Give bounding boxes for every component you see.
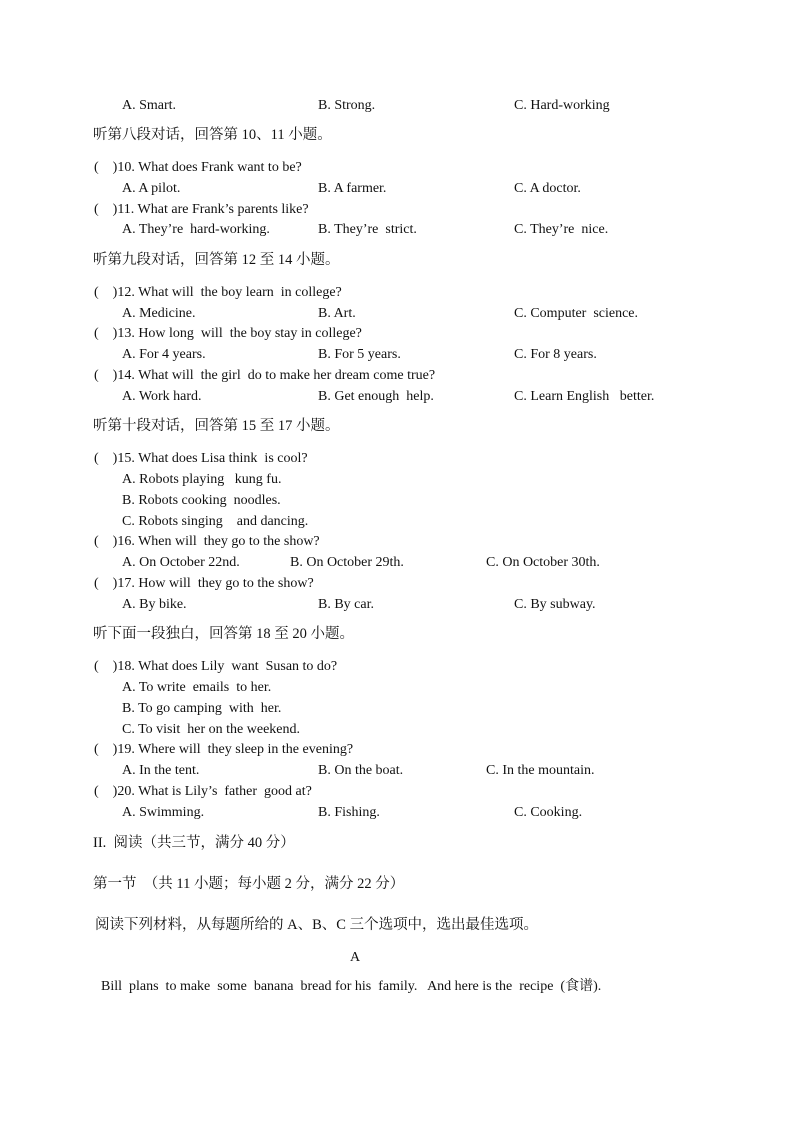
- question-stem: ( )19. Where will they sleep in the evening?: [94, 742, 354, 757]
- option-b: B. On October 29th.: [290, 555, 404, 570]
- option-b: B. Fishing.: [318, 805, 380, 820]
- option-b: B. To go camping with her.: [122, 701, 282, 716]
- section-heading: 听第十段对话，回答第 15 至 17 小题。: [93, 418, 340, 434]
- question-stem: ( )13. How long will the boy stay in college?: [94, 326, 362, 341]
- option-b: B. Art.: [318, 306, 356, 321]
- option-a: A. Smart.: [122, 98, 177, 113]
- option-c: C. By subway.: [514, 597, 596, 612]
- option-c: C. To visit her on the weekend.: [122, 722, 301, 737]
- option-c: C. Learn English better.: [514, 389, 655, 404]
- option-a: A. Medicine.: [122, 306, 196, 321]
- passage-intro: Bill plans to make some banana bread for his family. And here is the recipe (食谱).: [101, 979, 602, 994]
- question-stem: ( )11. What are Frank’s parents like?: [94, 202, 309, 217]
- option-b: B. On the boat.: [318, 763, 404, 778]
- instruction-text: 阅读下列材料，从每题所给的 A、B、C 三个选项中，选出最佳选项。: [95, 917, 539, 933]
- option-c: C. Computer science.: [514, 306, 639, 321]
- option-b: B. A farmer.: [318, 181, 387, 196]
- section-heading: 听下面一段独白，回答第 18 至 20 小题。: [93, 626, 354, 642]
- option-a: A. On October 22nd.: [122, 555, 240, 570]
- option-b: B. Strong.: [318, 98, 376, 113]
- question-stem: ( )16. When will they go to the show?: [94, 534, 320, 549]
- option-b: B. By car.: [318, 597, 374, 612]
- question-stem: ( )17. How will they go to the show?: [94, 576, 314, 591]
- section-heading: 听第九段对话，回答第 12 至 14 小题。: [93, 252, 340, 268]
- option-b: B. For 5 years.: [318, 347, 401, 362]
- option-a: A. A pilot.: [122, 181, 181, 196]
- section-heading: 第一节 （共 11 小题；每小题 2 分，满分 22 分）: [93, 876, 405, 892]
- option-a: A. To write emails to her.: [122, 680, 272, 695]
- question-stem: ( )15. What does Lisa think is cool?: [94, 451, 308, 466]
- option-c: C. A doctor.: [514, 181, 581, 196]
- option-a: A. Swimming.: [122, 805, 205, 820]
- option-c: C. They’re nice.: [514, 222, 609, 237]
- section-heading: 听第八段对话，回答第 10、11 小题。: [93, 127, 332, 143]
- option-a: A. They’re hard-working.: [122, 222, 270, 237]
- passage-label: A: [350, 950, 361, 965]
- option-c: C. Hard-working: [514, 98, 610, 113]
- option-a: A. For 4 years.: [122, 347, 206, 362]
- option-a: A. Robots playing kung fu.: [122, 472, 282, 487]
- option-c: C. Cooking.: [514, 805, 583, 820]
- part-heading: II. 阅读（共三节，满分 40 分）: [93, 835, 295, 851]
- question-stem: ( )14. What will the girl do to make her dream come true?: [94, 368, 436, 383]
- option-c: C. For 8 years.: [514, 347, 597, 362]
- option-a: A. In the tent.: [122, 763, 200, 778]
- option-b: B. Get enough help.: [318, 389, 434, 404]
- option-b: B. They’re strict.: [318, 222, 417, 237]
- question-stem: ( )20. What is Lily’s father good at?: [94, 784, 312, 799]
- option-c: C. Robots singing and dancing.: [122, 514, 309, 529]
- option-c: C. In the mountain.: [486, 763, 595, 778]
- option-c: C. On October 30th.: [486, 555, 600, 570]
- question-stem: ( )10. What does Frank want to be?: [94, 160, 302, 175]
- option-a: A. Work hard.: [122, 389, 202, 404]
- option-a: A. By bike.: [122, 597, 187, 612]
- question-stem: ( )18. What does Lily want Susan to do?: [94, 659, 338, 674]
- option-b: B. Robots cooking noodles.: [122, 493, 281, 508]
- question-stem: ( )12. What will the boy learn in college?: [94, 285, 342, 300]
